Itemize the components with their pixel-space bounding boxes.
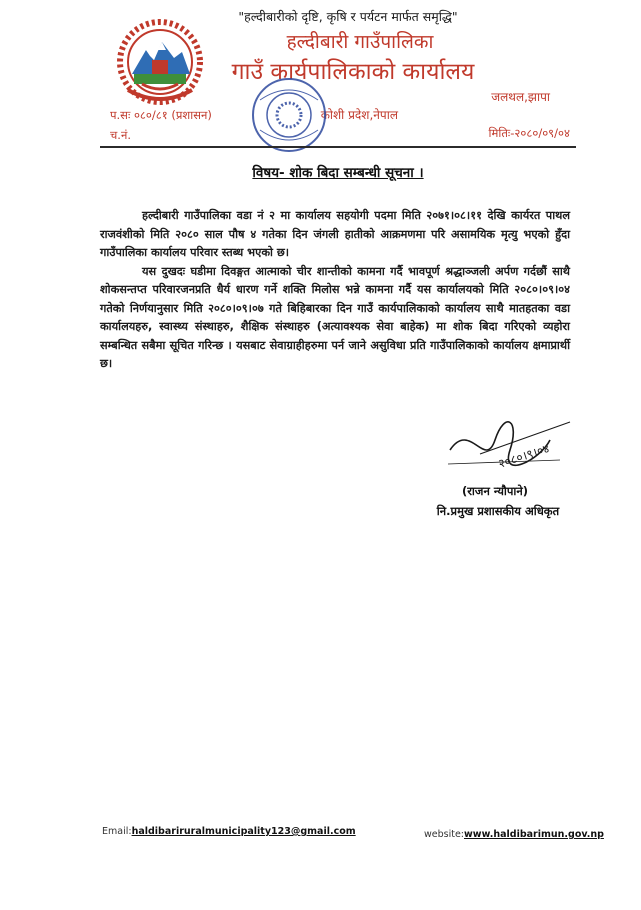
signatory-title: नि.प्रमुख प्रशासकीय अधिकृत xyxy=(436,504,560,518)
footer-email xyxy=(102,826,356,837)
website-link[interactable]: www.haldibarimun.gov.np xyxy=(464,829,604,840)
letter-date: मितिः-२०८०/०९/०४ xyxy=(488,126,570,140)
org-name: हल्दीबारी गाउँपालिका xyxy=(286,31,434,53)
nepal-emblem-logo xyxy=(112,16,208,106)
paragraph-1: हल्दीबारी गाउँपालिका वडा नं २ मा कार्यालय सहयोगी पदमा मिति २०७१।०८।११ देखि कार्यरत पाथल राजवंशीको मिति २०८० साल पौष ४ गतेका दिन जंगली हातीको आक्रमणमा परि असामयिक मृत्यु भएको हुँदा गाउँपालिका कार्यालय परिवार स्तब्ध भएको छ। xyxy=(100,209,570,259)
header-divider xyxy=(100,146,576,148)
website-label: website: xyxy=(424,829,465,840)
footer-website xyxy=(424,829,604,840)
subject-text: विषय- शोक बिदा सम्बन्धी सूचना । xyxy=(252,165,424,181)
address-line2: कोशी प्रदेश,नेपाल xyxy=(320,108,398,122)
reference-number: प.सः ०८०/८१ (प्रशासन) xyxy=(110,108,212,122)
office-name: गाउँ कार्यपालिकाको कार्यालय xyxy=(231,59,475,85)
signature-date: २०८०।९।०४ xyxy=(496,441,552,471)
email-link[interactable]: haldibariruralmunicipality123@gmail.com xyxy=(131,826,356,837)
motto: "हल्दीबारीको दृष्टि, कृषि र पर्यटन मार्फत समृद्धि" xyxy=(238,9,458,24)
address-line1: जलथल,झापा xyxy=(491,90,550,104)
paragraph-2: यस दुखदः घडीमा दिवङ्गत आत्माको चीर शान्तीको कामना गर्दै भावपूर्ण श्रद्धाञ्जली अर्पण गर्दछौं साथै शोकसन्तप्त परिवारजनप्रति धैर्य धारण गर्ने शक्ति मिलोस भन्ने कामना गर्दै यस कार्यालयको मिति २०८०।०९।०४ गतेको निर्णयानुसार मिति २०८०।०९।०७ गते बिहिबारका दिन गाउँ कार्यपालिकाको कार्यालय साथै मातहतका वडा कार्यालयहरु, स्वास्थ्य संस्थाहरु, शैक्षिक संस्थाहरु (अत्यावश्यक सेवा बाहेक) मा शोक बिदा गरिएको व्यहोरा सम्बन्धित सबैमा सूचित गरिन्छ । यसबाट सेवाग्राहीहरुमा पर्न जाने असुविधा प्रति गाउँपालिकाको कार्यालय क्षमाप्रार्थी छ। xyxy=(100,264,570,370)
subject-line xyxy=(100,163,576,181)
official-stamp xyxy=(250,76,328,154)
signatory-name: (राजन न्यौपाने) xyxy=(461,484,529,498)
email-label: Email: xyxy=(102,826,132,837)
handwritten-signature xyxy=(440,410,580,480)
chalani-number: च.नं. xyxy=(110,128,131,142)
notice-body xyxy=(100,207,570,374)
